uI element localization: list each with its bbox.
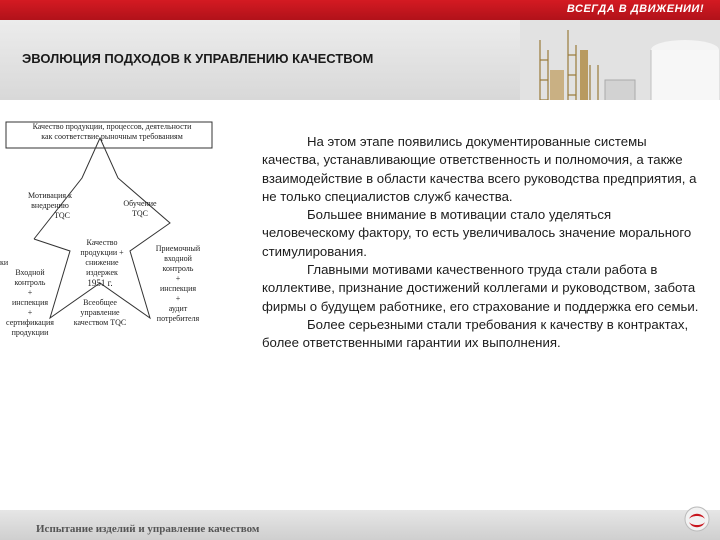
top-box-line-1: Качество продукции, процессов, деятельности bbox=[32, 122, 192, 131]
motivation-line: TQC bbox=[54, 211, 70, 220]
incoming-line: + bbox=[27, 308, 33, 317]
center-line: снижение bbox=[85, 258, 119, 267]
motivation-line: Мотивация к bbox=[28, 191, 72, 200]
acceptance-line: потребителя bbox=[156, 314, 200, 323]
incoming-line: + bbox=[27, 288, 33, 297]
acceptance-line: + bbox=[175, 274, 181, 283]
top-brand-bar bbox=[0, 0, 720, 20]
paragraph: Главными мотивами качественного труда стали работа в коллективе, признание достижений коллегами и руководством, забота фирмы о будущем работнике, его страхование и поддержка его семьи. bbox=[262, 262, 699, 314]
body-text bbox=[262, 133, 702, 353]
slide-title: ЭВОЛЮЦИЯ ПОДХОДОВ К УПРАВЛЕНИЮ КАЧЕСТВОМ bbox=[22, 51, 374, 66]
motivation-line: внедрению bbox=[31, 201, 69, 210]
company-logo-icon bbox=[684, 506, 710, 532]
center-line: продукции + bbox=[80, 248, 124, 257]
tqc-diagram bbox=[0, 118, 240, 378]
bottom-line: качеством TQC bbox=[73, 318, 127, 327]
slogan: ВСЕГДА В ДВИЖЕНИИ! bbox=[566, 3, 704, 15]
acceptance-line: входной bbox=[164, 254, 192, 263]
paragraph: Большее внимание в мотивации стало уделяться человеческому фактору, то есть увеличивалось значение морального стимулирования. bbox=[262, 207, 692, 259]
acceptance-line: аудит bbox=[168, 304, 188, 313]
incoming-line: Входной bbox=[15, 268, 45, 277]
cut-off-text: ки bbox=[0, 258, 9, 267]
incoming-line: инспекция bbox=[11, 298, 49, 307]
year-label: 1951 г. bbox=[87, 278, 113, 288]
paragraph: Более серьезными стали требования к качеству в контрактах, более ответственными гарантии их выполнения. bbox=[262, 316, 689, 351]
bottom-line: управление bbox=[80, 308, 120, 317]
training-line: Обучение bbox=[123, 199, 157, 208]
center-line: Качество bbox=[86, 238, 118, 247]
top-box-line-2: как соответствие рыночным требованиям bbox=[41, 132, 183, 141]
incoming-line: продукции bbox=[11, 328, 49, 337]
acceptance-line: контроль bbox=[162, 264, 194, 273]
acceptance-line: Приемочный bbox=[155, 244, 201, 253]
incoming-line: контроль bbox=[14, 278, 46, 287]
acceptance-line: инспекция bbox=[159, 284, 197, 293]
training-line: TQC bbox=[132, 209, 148, 218]
acceptance-line: + bbox=[175, 294, 181, 303]
center-line: издержек bbox=[86, 268, 118, 277]
footer-caption: Испытание изделий и управление качеством bbox=[36, 523, 260, 535]
bottom-line: Всеобщее bbox=[83, 298, 117, 307]
paragraph: На этом этапе появились документированные системы качества, устанавливающие ответственность и полномочия, а также взаимодействие в области качества всего руководства предприятия, а не только специалистов служб качества. bbox=[262, 134, 697, 204]
incoming-line: сертификация bbox=[6, 318, 54, 327]
